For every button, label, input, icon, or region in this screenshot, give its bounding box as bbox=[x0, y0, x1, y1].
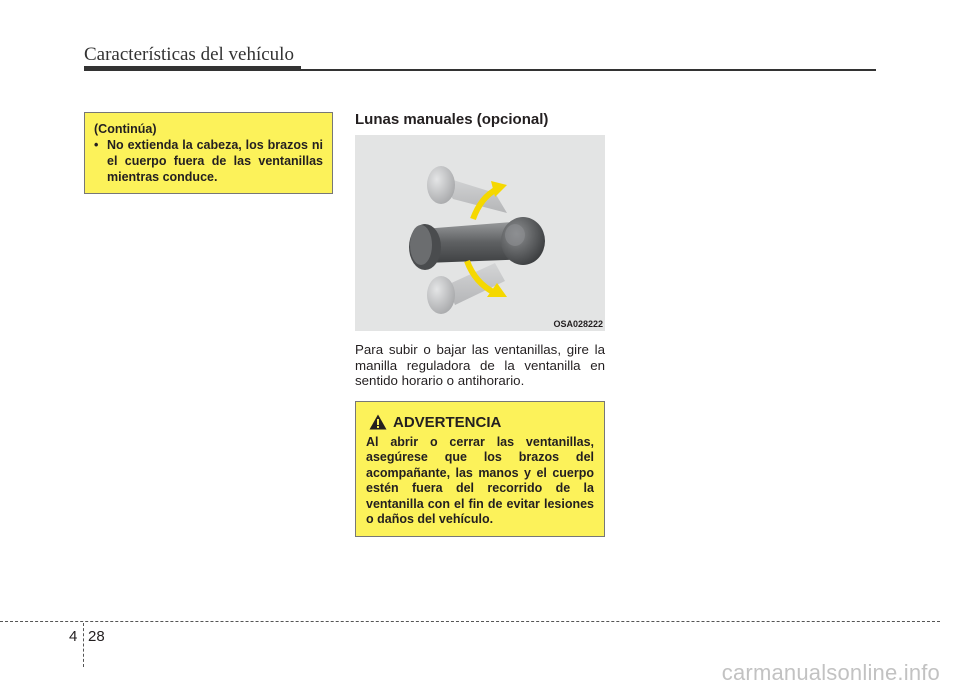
footer-dashed-divider bbox=[83, 623, 84, 667]
warning-text: Al abrir o cerrar las ventanillas, asegúrese que los brazos del acompañante, las manos y el cuerpo estén fuera del recorrido de la ventanilla con el fin de evitar lesiones o daños del vehículo. bbox=[366, 435, 594, 527]
warning-title: ADVERTENCIA bbox=[393, 413, 502, 431]
warning-box bbox=[355, 401, 605, 537]
figure-caption: OSA028222 bbox=[553, 319, 603, 329]
warning-triangle-icon bbox=[369, 414, 387, 430]
continued-warning-box bbox=[84, 112, 333, 194]
warning-title-row bbox=[366, 411, 594, 433]
window-crank-illustration bbox=[355, 135, 605, 331]
section-heading: Lunas manuales (opcional) bbox=[355, 111, 549, 128]
watermark-text: carmanualsonline.info bbox=[721, 660, 940, 685]
footer-dashed-rule bbox=[0, 621, 940, 622]
window-crank-figure bbox=[355, 135, 605, 331]
page-number: 28 bbox=[88, 628, 105, 645]
continued-bullet bbox=[94, 137, 323, 185]
header-rule-thin bbox=[301, 69, 876, 71]
section-body-text: Para subir o bajar las ventanillas, gire la manilla reguladora de la ventanilla en sentido horario o antihorario. bbox=[355, 342, 605, 388]
header-rule-thick bbox=[84, 66, 301, 71]
page-chapter-number: 4 bbox=[69, 628, 78, 645]
main-crank-handle bbox=[409, 217, 545, 270]
continued-heading: (Continúa) bbox=[94, 122, 157, 136]
bullet-dot: • bbox=[94, 138, 99, 152]
header-title: Características del vehículo bbox=[84, 44, 294, 65]
continued-bullet-text: No extienda la cabeza, los brazos ni el cuerpo fuera de las ventanillas mientras conduce. bbox=[107, 138, 323, 184]
